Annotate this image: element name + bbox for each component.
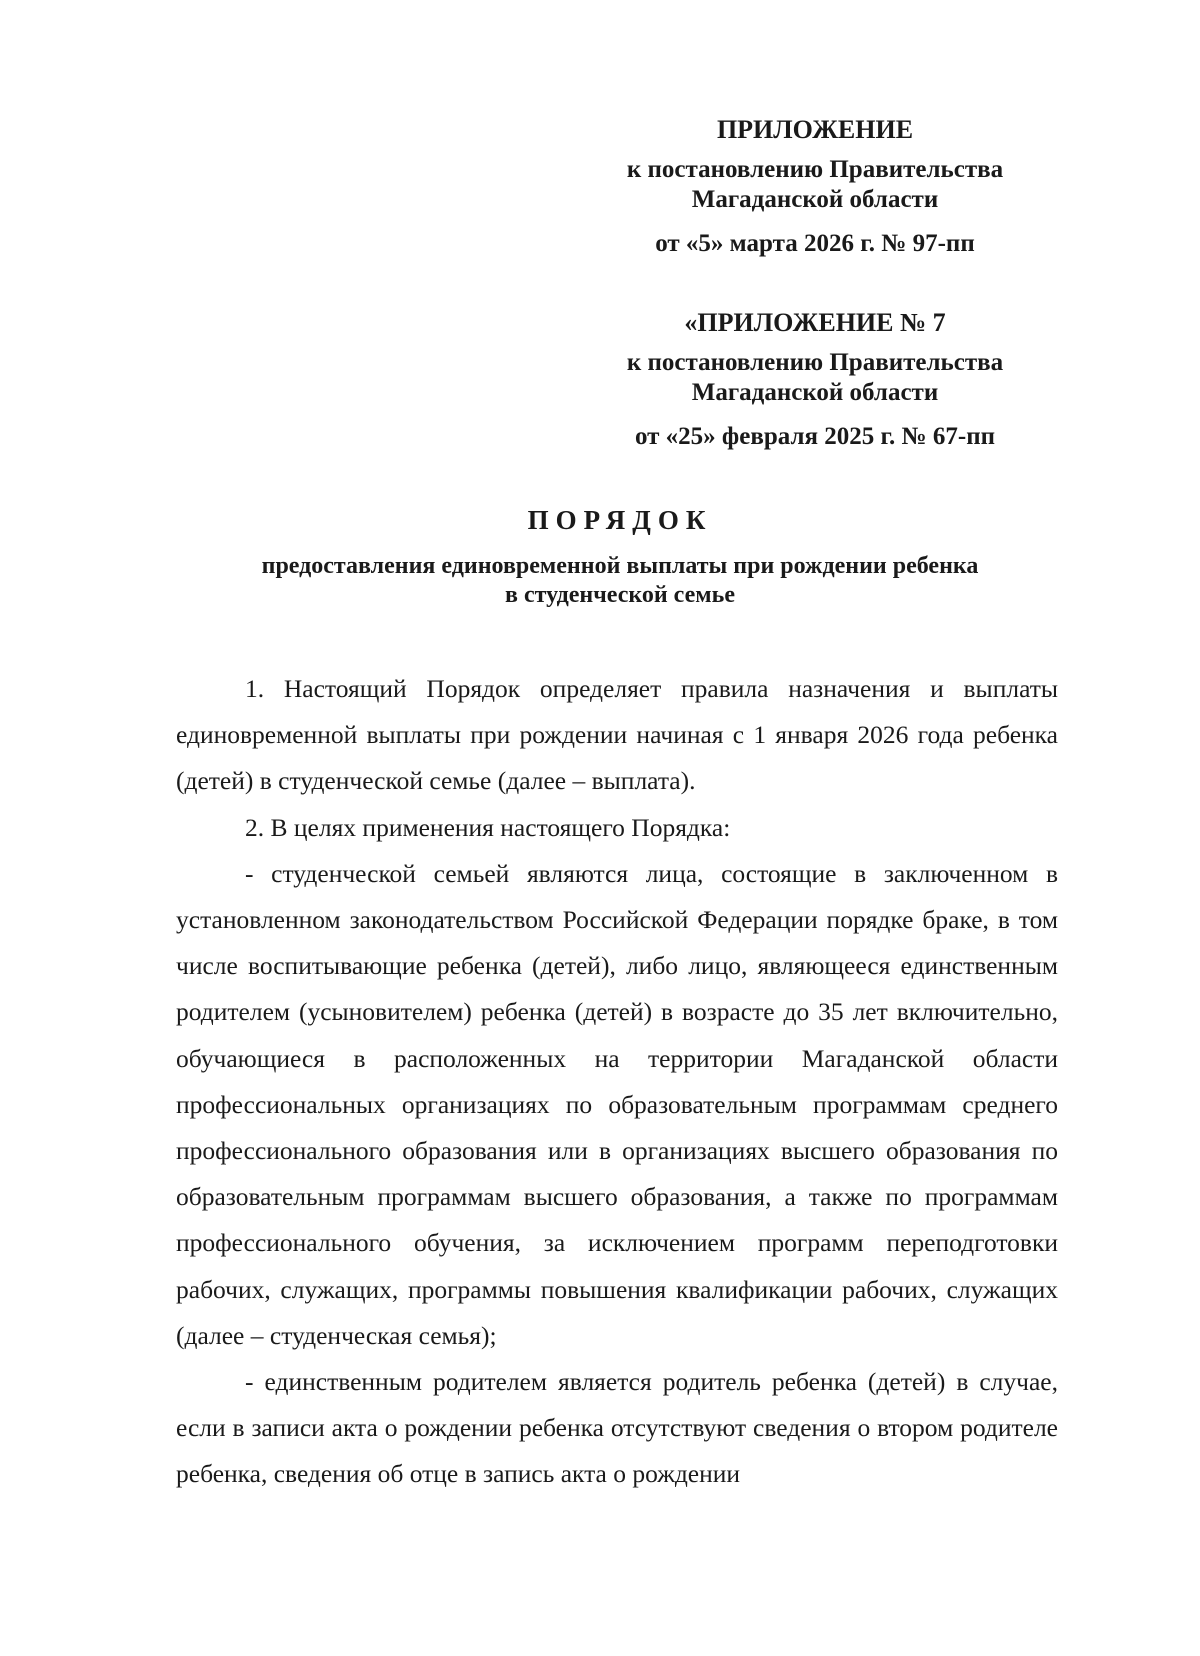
document-body	[176, 666, 1058, 1498]
amended-appendix-line-1: к постановлению Правительства	[626, 349, 1004, 376]
appendix-line-1: к постановлению Правительства	[626, 156, 1004, 183]
paragraph-4: - единственным родителем является родитель ребенка (детей) в случае, если в записи акта о рождении ребенка отсутствуют сведения о втором родителе ребенка, сведения об отце в запись акта о рождении	[176, 1367, 1058, 1489]
document-subtitle-line-2: в студенческой семье	[505, 582, 735, 608]
paragraph-1: 1. Настоящий Порядок определяет правила назначения и выплаты единовременной выплаты при рождении начиная с 1 января 2026 года ребенка (детей) в студенческой семье (далее – выплата).	[176, 674, 1058, 796]
paragraph-2: 2. В целях применения настоящего Порядка:	[245, 812, 731, 842]
paragraph-3: - студенческой семьей являются лица, состоящие в заключенном в установленном законодательством Российской Федерации порядке браке, в том числе воспитывающие ребенка (детей), либо лицо, являющееся единственным родителем (усыновителем) ребенка (детей) в возрасте до 35 лет включительно, обучающиеся в расположенных на территории Магаданской области профессиональных организациях по образовательным программам среднего профессионального образования или в организациях высшего образования по образовательным программам высшего образования, а также по программам профессионального обучения, за исключением программ переподготовки рабочих, служащих, программы повышения квалификации рабочих, служащих (далее – студенческая семья);	[176, 858, 1058, 1350]
amended-appendix-heading: «ПРИЛОЖЕНИЕ № 7	[684, 308, 946, 337]
appendix-heading: ПРИЛОЖЕНИЕ	[716, 115, 914, 144]
amended-appendix-header	[580, 308, 1050, 452]
document-title-block	[170, 502, 1070, 610]
appendix-date: от «5» марта 2026 г. № 97-пп	[655, 230, 975, 257]
document-subtitle-line-1: предоставления единовременной выплаты при рождении ребенка	[261, 553, 979, 579]
appendix-header	[580, 115, 1050, 259]
document-title: ПОРЯДОК	[527, 505, 713, 535]
appendix-line-2: Магаданской области	[691, 186, 939, 213]
amended-appendix-date: от «25» февраля 2025 г. № 67-пп	[634, 423, 996, 450]
amended-appendix-line-2: Магаданской области	[691, 379, 939, 406]
